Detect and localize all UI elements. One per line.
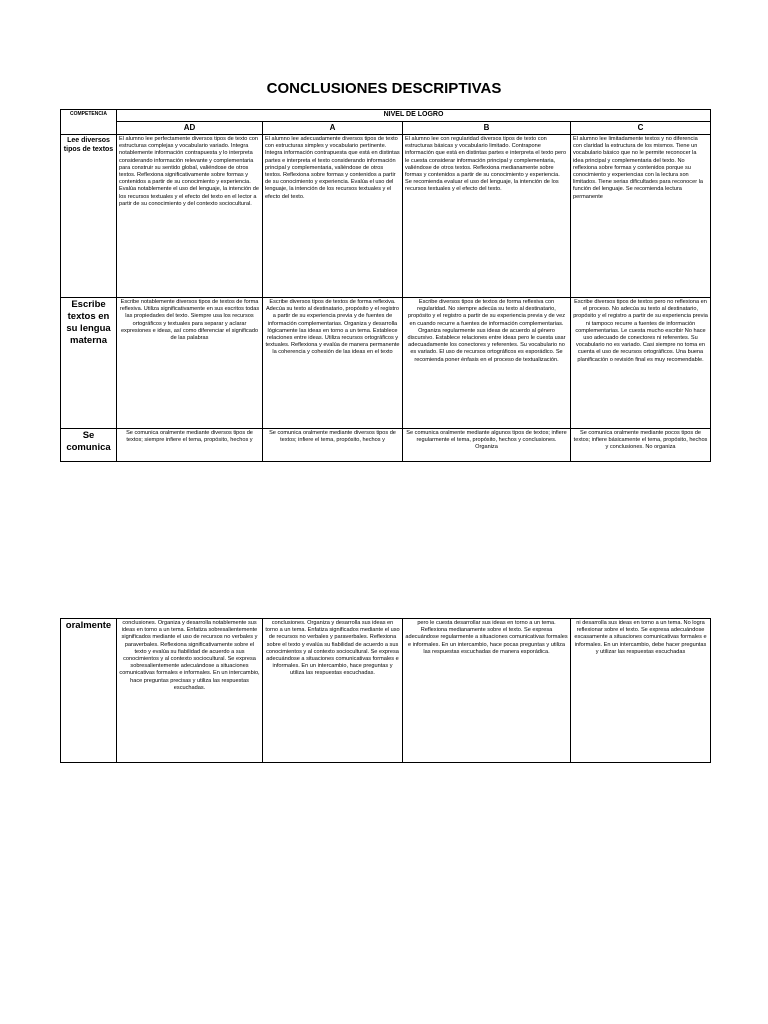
- page-title: CONCLUSIONES DESCRIPTIVAS: [266, 80, 502, 97]
- table-cell: pero le cuesta desarrollar sus ideas en torno a un tema. Reflexiona medianamente sobre el texto. Se expresa adecuándose regularmente a situaciones comunicativas formales e informales. En un intercambio, hace pocas preguntas y utiliza las respuestas escuchadas de manera esporádica.: [403, 619, 571, 763]
- table-cell: El alumno lee limitadamente textos y no diferencia con claridad la estructura de los mismos. Tiene un vocabulario básico que no le permite reconocer la idea principal y complementaria del texto. No reflexiona sobre formas y contenidos porque su conocimiento y experiencias con la lectura son limitados. Tiene serias dificultades para reconocer la función del lenguaje. Se recomienda lectura permanente: [571, 135, 711, 298]
- table-cell: El alumno lee perfectamente diversos tipos de texto con estructuras complejas y vocabulario variado. Integra notablemente información contrapuesta y lo interpreta considerando información relevante y complementaria para construir su sentido global, valiéndose de otros textos. Reflexiona significativamente sobre formas y contenidos a partir de su conocimiento y experiencia. Evalúa notablemente el uso del lenguaje, la intención de los recursos textuales y el efecto del texto en el lector a partir de su conocimiento y del contexto sociocultural.: [117, 135, 263, 298]
- table-row: [61, 135, 711, 298]
- table-cell: Escribe diversos tipos de textos de forma reflexiva. Adecúa su texto al destinatario, propósito y el registro a partir de su experiencia previa y de fuentes de información complementarias. Organiza y desarrolla lógicamente las ideas en torno a un tema. Establece relaciones entre ideas. Utiliza recursos ortográficos y textuales. Reflexiona y evalúa de manera permanente la coherencia y cohesión de las ideas en el texto: [263, 298, 403, 429]
- descriptive-conclusions-table: [60, 109, 711, 462]
- level-header-a: A: [263, 122, 403, 135]
- table-cell: El alumno lee con regularidad diversos tipos de texto con estructuras básicas y vocabulario limitado. Contrapone información que está en distintas partes e interpreta el texto pero le cuesta considerar información principal y complementaria, valiéndose de otros textos. Reflexiona medianamente sobre formas y contenidos a partir de su conocimiento y experiencia. Se recomienda evaluar el uso del lenguaje, la intención de los recursos textuales y el efecto del texto.: [403, 135, 571, 298]
- table-cell: Escribe diversos tipos de textos de forma reflexiva con regularidad. No siempre adecúa su texto al destinatario, propósito y el registro a partir de su experiencia previa y de vez en cuando recurre a fuentes de información complementarias. Organiza regularmente sus ideas de acuerdo al género discursivo. Establece relaciones entre ideas pero le cuesta usar adecuadamente los conectores y referentes. Su vocabulario no es variado. El uso de recursos ortográficos es esporádico. Se recomienda poner énfasis en el proceso de textualización.: [403, 298, 571, 429]
- nivel-de-logro-header: NIVEL DE LOGRO: [117, 110, 711, 122]
- table-cell: ni desarrolla sus ideas en torno a un tema. No logra reflexionar sobre el texto. Se expresa adecuándose escasamente a situaciones comunicativas formales e informales. En un intercambio, debe hacer preguntas y utilizar las respuestas escuchadas: [571, 619, 711, 763]
- table-cell: Se comunica oralmente mediante diversos tipos de textos; siempre infiere el tema, propósito, hechos y: [117, 429, 263, 462]
- table-row: [61, 619, 711, 763]
- competencia-cell: Escribe textos en su lengua materna: [61, 298, 117, 429]
- table-cell: Se comunica oralmente mediante algunos tipos de textos; infiere regularmente el tema, propósito, hechos y conclusiones. Organiza: [403, 429, 571, 462]
- table-cell: Escribe diversos tipos de textos pero no reflexiona en el proceso. No adecúa su texto al destinatario, propósito y el registro a partir de su experiencia previa ni tampoco recurre a fuentes de información complementarias. Le cuesta mucho escribir No hace uso adecuado de conectores ni referentes. Su vocabulario no es variado. Casi siempre no toma en cuenta el uso de recursos ortográficos. Una buena planificación o revisión final es muy recomendable.: [571, 298, 711, 429]
- descriptive-conclusions-table-continued: [60, 618, 711, 763]
- table-row: [61, 429, 711, 462]
- table-cell: conclusiones. Organiza y desarrolla notablemente sus ideas en torno a un tema. Enfatiza sobresalientemente significados mediante el uso de recursos no verbales y paraverbales. Reflexiona significativamente sobre el texto y evalúa su fiabilidad de acuerdo a sus conocimientos y al contexto sociocultural. Se expresa sobresalientemente adecuándose a situaciones comunicativas formales e informales. En un intercambio, hace preguntas precisas y utiliza las respuestas escuchadas.: [117, 619, 263, 763]
- table-cell: conclusiones. Organiza y desarrolla sus ideas en torno a un tema. Enfatiza significados mediante el uso de recursos no verbales y paraverbales. Reflexiona sobre el texto y evalúa su fiabilidad de acuerdo a sus conocimientos y al contexto sociocultural. Se expresa adecuándose a situaciones comunicativas formales e informales. En un intercambio, hace preguntas y utiliza las respuestas escuchadas.: [263, 619, 403, 763]
- table-cell: Se comunica oralmente mediante diversos tipos de textos; infiere el tema, propósito, hechos y: [263, 429, 403, 462]
- competencia-header: COMPETENCIA: [61, 110, 117, 135]
- table-cell: El alumno lee adecuadamente diversos tipos de texto con estructuras simples y vocabulario pertinente. Integra información contrapuesta que está en distintas partes e interpreta el texto considerando información principal y complementaria, valiéndose de otros textos. Reflexiona sobre formas y contenidos a partir de su conocimiento y experiencia. Evalúa el uso del lenguaje, la intención de los recursos textuales y el efecto del texto.: [263, 135, 403, 298]
- level-header-b: B: [403, 122, 571, 135]
- table-cell: Se comunica oralmente mediante pocos tipos de textos; infiere básicamente el tema, propósito, hechos y conclusiones. No organiza: [571, 429, 711, 462]
- table-row: [61, 298, 711, 429]
- competencia-cell: Lee diversos tipos de textos: [61, 135, 117, 298]
- level-header-ad: AD: [117, 122, 263, 135]
- competencia-cell: Se comunica: [61, 429, 117, 462]
- table-cell: Escribe notablemente diversos tipos de textos de forma reflexiva. Utiliza significativamente en sus escritos todas las propiedades del texto. Siempre usa los recursos ortográficos y textuales para separar y aclarar expresiones e ideas, así como diferenciar el significado de las palabras: [117, 298, 263, 429]
- level-header-c: C: [571, 122, 711, 135]
- competencia-cell: oralmente: [61, 619, 117, 763]
